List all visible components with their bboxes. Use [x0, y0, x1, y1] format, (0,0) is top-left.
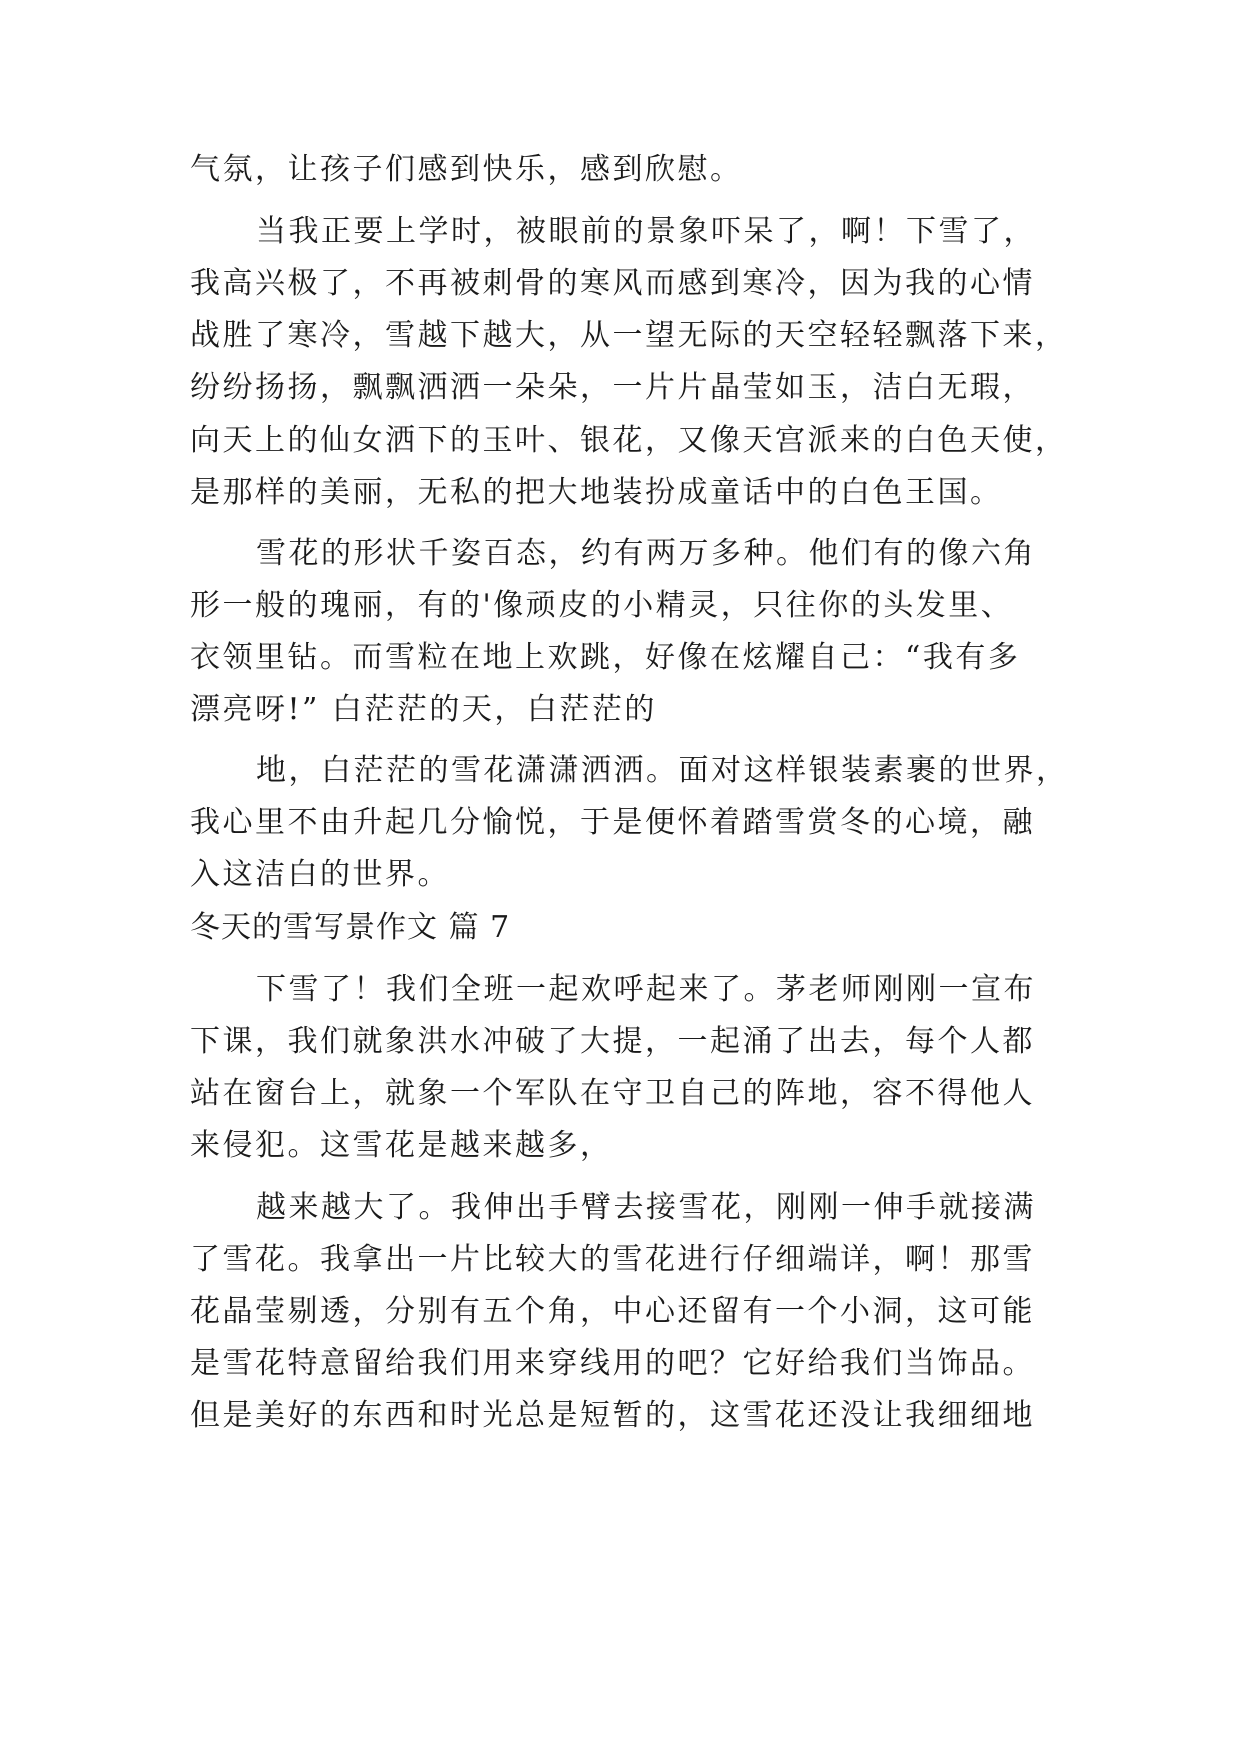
- paragraph-line: 我心里不由升起几分愉悦，于是便怀着踏雪赏冬的心境，融: [190, 805, 1035, 840]
- paragraph-line: 纷纷扬扬，飘飘洒洒一朵朵，一片片晶莹如玉，洁白无瑕，: [190, 370, 1035, 405]
- paragraph-line: 向天上的仙女洒下的玉叶、银花，又像天宫派来的白色天使，: [190, 423, 1068, 458]
- paragraph-line: 来侵犯。这雪花是越来越多，: [190, 1128, 613, 1163]
- paragraph-line: 雪花的形状千姿百态，约有两万多种。他们有的像六角: [256, 536, 1036, 571]
- section-heading: 冬天的雪写景作文 篇 7: [190, 910, 511, 945]
- paragraph-line: 下课，我们就象洪水冲破了大提，一起涌了出去，每个人都: [190, 1024, 1035, 1059]
- paragraph-line: 站在窗台上，就象一个军队在守卫自己的阵地，容不得他人: [190, 1076, 1035, 1111]
- paragraph-line: 战胜了寒冷，雪越下越大，从一望无际的天空轻轻飘落下来，: [190, 318, 1068, 353]
- paragraph-line: 形一般的瑰丽，有的'像顽皮的小精灵，只往你的头发里、: [190, 588, 1014, 623]
- paragraph-line: 漂亮呀!” 白茫茫的天，白茫茫的: [190, 692, 657, 727]
- paragraph-line: 花晶莹剔透，分别有五个角，中心还留有一个小洞，这可能: [190, 1294, 1035, 1329]
- paragraph-line: 气氛，让孩子们感到快乐，感到欣慰。: [190, 152, 743, 187]
- paragraph-line: 了雪花。我拿出一片比较大的雪花进行仔细端详，啊！那雪: [190, 1242, 1035, 1277]
- paragraph-line: 是那样的美丽，无私的把大地装扮成童话中的白色王国。: [190, 475, 1003, 510]
- paragraph-line: 下雪了！我们全班一起欢呼起来了。茅老师刚刚一宣布: [256, 972, 1036, 1007]
- paragraph-line: 衣领里钻。而雪粒在地上欢跳，好像在炫耀自己：“我有多: [190, 640, 1021, 675]
- paragraph-line: 我高兴极了，不再被刺骨的寒风而感到寒冷，因为我的心情: [190, 266, 1035, 301]
- paragraph-line: 入这洁白的世界。: [190, 857, 450, 892]
- paragraph-line: 是雪花特意留给我们用来穿线用的吧？它好给我们当饰品。: [190, 1346, 1035, 1381]
- paragraph-line: 地，白茫茫的雪花潇潇洒洒。面对这样银装素裹的世界，: [256, 753, 1069, 788]
- paragraph-line: 当我正要上学时，被眼前的景象吓呆了，啊！下雪了，: [256, 214, 1036, 249]
- paragraph-line: 但是美好的东西和时光总是短暂的，这雪花还没让我细细地: [190, 1398, 1035, 1433]
- paragraph-line: 越来越大了。我伸出手臂去接雪花，刚刚一伸手就接满: [256, 1190, 1036, 1225]
